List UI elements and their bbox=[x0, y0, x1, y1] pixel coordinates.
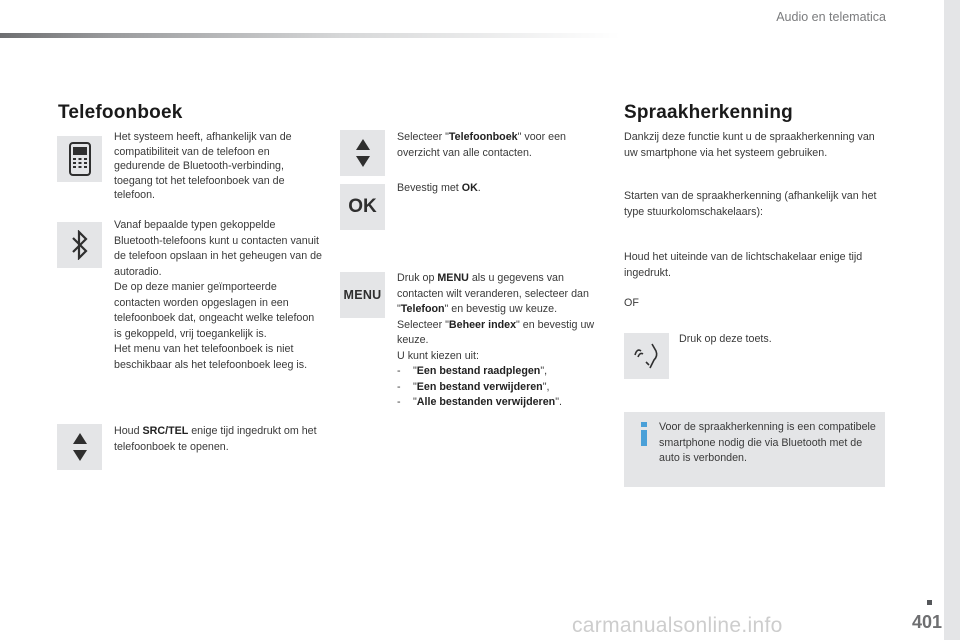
menu-button-icon: MENU bbox=[340, 272, 385, 318]
left-paragraph-2: Vanaf bepaalde typen gekoppelde Bluetooth-telefoons kunt u contacten vanuit de telefoon opslaan in het geheugen van de autoradio. De op deze manier geïmporteerde contacten worden opgeslagen in een telefoonboek dat, ongeacht welke telefoon is gekoppeld, vrij toegankelijk is. Het menu van het telefoonboek is niet beschikbaar als het telefoonboek leeg is. bbox=[114, 219, 322, 371]
watermark: carmanualsonline.info bbox=[572, 614, 783, 637]
arrows-icon-box-middle bbox=[340, 130, 385, 176]
left-paragraph-1: Het systeem heeft, afhankelijk van de compatibiliteit van de telefoon en gedurende de Bluetooth-verbinding, toegang tot het telefoonboek van de telefoon. bbox=[114, 131, 292, 201]
or-label: OF bbox=[624, 297, 639, 309]
top-gradient-bar bbox=[0, 33, 620, 38]
right-paragraph-4: Druk op deze toets. bbox=[679, 333, 772, 345]
middle-step-3: Druk op MENU als u gegevens van contacten wilt veranderen, selecteer dan "Telefoon" en bevestig uw keuze. Selecteer "Beheer index" en bevestig uw keuze. U kunt kiezen uit: - "Een bestand raadplegen", - "Een bestand verwijderen", - "Alle bestanden verwijderen". bbox=[397, 271, 602, 411]
telefoonboek-heading: Telefoonboek bbox=[58, 102, 183, 123]
info-text: Voor de spraakherkenning is een compatibele smartphone nodig die via Bluetooth met de auto is verbonden. bbox=[659, 421, 876, 464]
page-marker bbox=[927, 600, 932, 605]
side-strip bbox=[944, 0, 960, 640]
voice-command-icon bbox=[632, 342, 662, 370]
phone-icon bbox=[57, 136, 102, 182]
arrows-icon-box-left bbox=[57, 424, 102, 470]
voice-button-icon-box bbox=[624, 333, 669, 379]
right-paragraph-1: Dankzij deze functie kunt u de spraakherkenning van uw smartphone via het systeem gebruiken. bbox=[624, 131, 875, 159]
ok-button-icon: OK bbox=[340, 184, 385, 230]
section-title: Audio en telematica bbox=[776, 10, 886, 24]
up-down-arrows-icon bbox=[354, 136, 372, 170]
list-item: - "Alle bestanden verwijderen". bbox=[397, 395, 602, 411]
list-item: - "Een bestand verwijderen", bbox=[397, 380, 602, 396]
page-number: 401 bbox=[911, 612, 942, 632]
middle-step-1: Selecteer "Telefoonboek" voor een overzicht van alle contacten. bbox=[397, 131, 566, 159]
spraakherkenning-heading: Spraakherkenning bbox=[624, 102, 793, 123]
bluetooth-icon bbox=[71, 230, 89, 260]
info-icon bbox=[638, 421, 651, 447]
bluetooth-icon-box bbox=[57, 222, 102, 268]
up-down-arrows-icon bbox=[71, 430, 89, 464]
left-paragraph-3: Houd SRC/TEL enige tijd ingedrukt om het telefoonboek te openen. bbox=[114, 425, 317, 453]
right-paragraph-2: Starten van de spraakherkenning (afhankelijk van het type stuurkolomschakelaars): bbox=[624, 190, 877, 218]
options-list bbox=[397, 364, 602, 411]
right-paragraph-3: Houd het uiteinde van de lichtschakelaar enige tijd ingedrukt. bbox=[624, 251, 863, 279]
mobile-phone-icon bbox=[69, 142, 91, 176]
middle-step-2: Bevestig met OK. bbox=[397, 182, 481, 194]
list-item: - "Een bestand raadplegen", bbox=[397, 364, 602, 380]
